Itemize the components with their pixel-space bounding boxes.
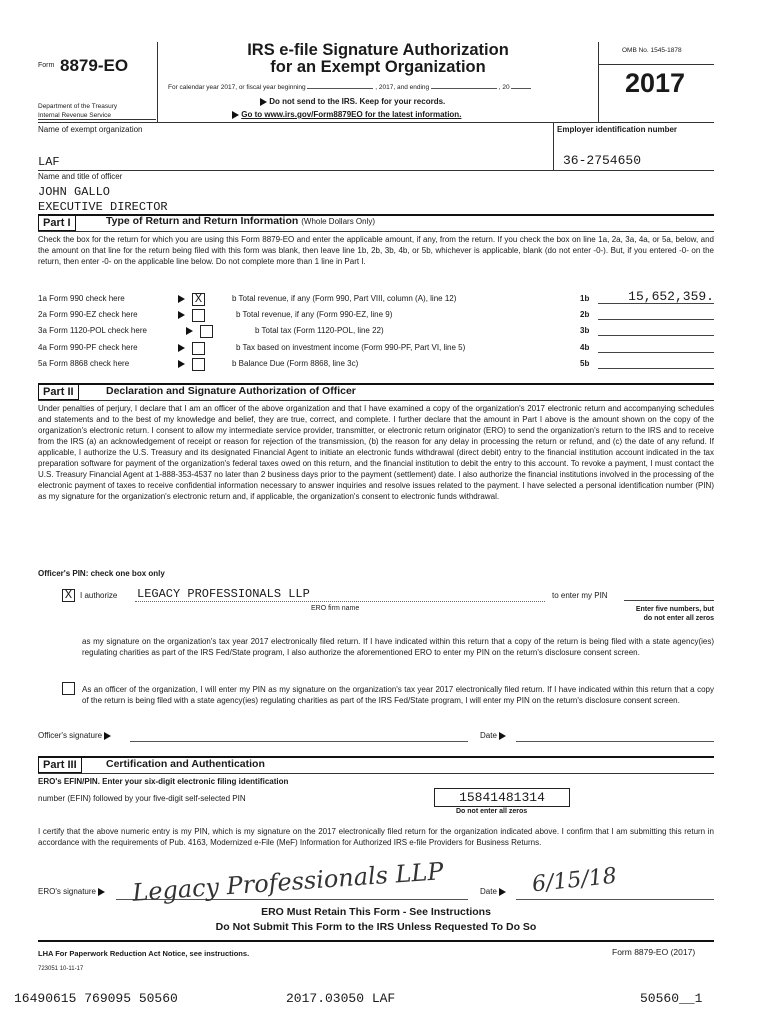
- part3-title: Certification and Authentication: [106, 758, 265, 770]
- arrow-right-icon: [178, 311, 185, 319]
- arrow-right-icon: [98, 888, 105, 896]
- efin-pin-field[interactable]: 15841481314: [434, 788, 570, 807]
- return-type-label: 5a Form 8868 check here: [38, 359, 130, 368]
- pin-note: Enter five numbers, but do not enter all zeros: [635, 606, 714, 622]
- amount-field[interactable]: 15,652,359.: [598, 290, 714, 304]
- return-type-label: 3a Form 1120-POL check here: [38, 326, 147, 335]
- officer-enter-pin-checkbox[interactable]: [62, 682, 75, 695]
- return-type-label: 4a Form 990-PF check here: [38, 343, 138, 352]
- part3-tag: Part III: [38, 757, 82, 773]
- part1-instructions: Check the box for the return for which you are using this Form 8879-EO and enter the applicable amount, if any, from the return. If you check the box on line 1a, 2a, 3a, 4a, or 5a, below, and the amount on that line for the return being filed with this form was blank, then leave line 1b, 2b, 3b, 4b, or 5b, whichever is applicable, blank (do not enter -0-). But, if you entered -0- on the return, then enter -0- on the applicable line below. Do not complete more than 1 line in Part I.: [38, 235, 714, 266]
- ero-signature-label: ERO's signature: [38, 887, 105, 896]
- officer-signature-field[interactable]: [130, 731, 468, 742]
- authorize-label: I authorize: [80, 591, 118, 600]
- goto-line: [232, 110, 461, 119]
- ero-firm-name: LEGACY PROFESSIONALS LLP: [137, 587, 310, 601]
- part1-tag: Part I: [38, 215, 76, 231]
- arrow-right-icon: [232, 111, 239, 119]
- amount-field[interactable]: [598, 355, 714, 369]
- part2-title: Declaration and Signature Authorization of Officer: [106, 385, 356, 397]
- line-number: 5b: [580, 359, 590, 368]
- arrow-right-icon: [499, 732, 506, 740]
- amount-field[interactable]: [598, 322, 714, 336]
- form-code: 723051 10-11-17: [38, 966, 84, 972]
- org-name-label: Name of exempt organization: [38, 125, 143, 134]
- ero-signature: Legacy Professionals LLP: [131, 857, 445, 907]
- officer-date-label: Date: [480, 731, 506, 740]
- officer-date-field[interactable]: [516, 731, 714, 742]
- tax-year-line: For calendar year 2017, or fiscal year beginning , 2017, and ending , 20: [168, 84, 531, 91]
- officer-title: EXECUTIVE DIRECTOR: [38, 200, 168, 214]
- arrow-right-icon: [178, 360, 185, 368]
- org-name: LAF: [38, 155, 60, 169]
- arrow-right-icon: [104, 732, 111, 740]
- return-amount-label: b Total tax (Form 1120-POL, line 22): [255, 326, 384, 335]
- arrow-right-icon: [499, 888, 506, 896]
- arrow-right-icon: [178, 295, 185, 303]
- part1-title: Type of Return and Return Information (Whole Dollars Only): [106, 215, 376, 227]
- department-line2: Internal Revenue Service: [38, 112, 111, 119]
- officer-signature-label: Officer's signature: [38, 731, 111, 740]
- officer-name: JOHN GALLO: [38, 185, 111, 199]
- department-line1: Department of the Treasury: [38, 103, 118, 110]
- efin-label-line1: ERO's EFIN/PIN. Enter your six-digit electronic filing identification: [38, 777, 289, 786]
- return-amount-label: b Tax based on investment income (Form 990-PF, Part VI, line 5): [236, 343, 466, 352]
- return-amount-label: b Total revenue, if any (Form 990-EZ, line 9): [236, 310, 393, 319]
- efin-note: Do not enter all zeros: [456, 808, 528, 815]
- bottom-id-middle: 2017.03050 LAF: [286, 991, 396, 1006]
- form-word: Form: [38, 62, 55, 69]
- ero-firm-label: ERO firm name: [311, 605, 360, 612]
- do-not-send: Do not send to the IRS. Keep for your records.: [260, 97, 445, 106]
- do-not-submit-notice: Do Not Submit This Form to the IRS Unless Requested To Do So: [215, 921, 537, 933]
- form-title: IRS e-file Signature Authorization for an Exempt Organization: [247, 41, 509, 76]
- arrow-right-icon: [178, 344, 185, 352]
- officer-pin-field[interactable]: [624, 590, 714, 601]
- ein-value: 36-2754650: [563, 153, 642, 168]
- tax-year: 2017: [625, 68, 686, 98]
- line-number: 4b: [580, 343, 590, 352]
- authorize-ero-checkbox[interactable]: X: [62, 589, 75, 602]
- officer-enter-pin-text: As an officer of the organization, I will enter my PIN as my signature on the organization's tax year 2017 electronically filed return. If I have indicated within this return that a copy of the return is being filed with a state agency(ies) regulating charities as part of the IRS Fed/State program, I will enter my PIN on the return's disclosure consent screen.: [82, 685, 714, 705]
- omb-number: OMB No. 1545-1878: [622, 47, 682, 54]
- form-number: 8879-EO: [60, 56, 129, 75]
- retain-notice: ERO Must Retain This Form - See Instructions: [261, 906, 491, 918]
- return-type-checkbox[interactable]: X: [192, 293, 205, 306]
- amount-field[interactable]: [598, 339, 714, 353]
- return-type-checkbox[interactable]: [192, 309, 205, 322]
- bottom-id-left: 16490615 769095 50560: [14, 991, 178, 1006]
- ero-date: 6/15/18: [530, 863, 618, 898]
- form-reference: Form 8879-EO (2017): [612, 947, 696, 957]
- part2-tag: Part II: [38, 384, 79, 400]
- line-number: 3b: [580, 326, 590, 335]
- bottom-id-right: 50560__1: [640, 991, 703, 1006]
- efin-label-line2: number (EFIN) followed by your five-digit self-selected PIN: [38, 794, 246, 803]
- pin-heading: Officer's PIN: check one box only: [38, 569, 165, 578]
- return-amount-label: b Balance Due (Form 8868, line 3c): [232, 359, 359, 368]
- line-number: 2b: [580, 310, 590, 319]
- arrow-right-icon: [186, 327, 193, 335]
- declaration-text: Under penalties of perjury, I declare that I am an officer of the above organization and that I have examined a copy of the organization's 2017 electronic return and accompanying schedules and statements and to the best of my knowledge and belief, they are true, correct, and complete. I further declare that the amount in Part I above is the amount shown on the copy of the organization's electronic return. I consent to allow my intermediate service provider, transmitter, or electronic return originator (ERO) to send the organization's return to the IRS and to receive from the IRS (a) an acknowledgement of receipt or reason for rejection of the transmission, (b) the reason for any delay in processing the return or refund, and (c) the date of any refund. If applicable, I authorize the U.S. Treasury and its designated Financial Agent to initiate an electronic funds withdrawal (direct debit) entry to the financial institution account indicated in the tax preparation software for payment of the organization's federal taxes owed on this return, and the financial institution to debit the entry to this account. To revoke a payment, I must contact the U.S. Treasury Financial Agent at 1-888-353-4537 no later than 2 business days prior to the payment (settlement) date. I also authorize the financial institutions involved in the processing of the electronic payment of taxes to receive confidential information necessary to answer inquiries and resolve issues related to the payment. I have selected a personal identification number (PIN) as my signature for the organization's electronic return and, if applicable, the organization's consent to electronic funds withdrawal.: [38, 404, 714, 501]
- return-type-checkbox[interactable]: [192, 358, 205, 371]
- return-type-label: 2a Form 990-EZ check here: [38, 310, 138, 319]
- return-amount-label: b Total revenue, if any (Form 990, Part VIII, column (A), line 12): [232, 294, 457, 303]
- return-type-label: 1a Form 990 check here: [38, 294, 125, 303]
- officer-label: Name and title of officer: [38, 172, 123, 181]
- line-number: 1b: [580, 294, 590, 303]
- return-type-checkbox[interactable]: [192, 342, 205, 355]
- authorize-ero-text: as my signature on the organization's tax year 2017 electronically filed return. If I have indicated within this return that a copy of the return is being filed with a state agency(ies) regulating charities as part of the IRS Fed/State program, I also authorize the aforementioned ERO to enter my PIN on the return's disclosure consent screen.: [82, 637, 714, 657]
- return-type-checkbox[interactable]: [200, 325, 213, 338]
- ero-certify-text: I certify that the above numeric entry is my PIN, which is my signature on the 2017 electronically filed return for the organization indicated above. I confirm that I am submitting this return in accordance with the requirements of Pub. 4163, Modernized e-File (MeF) Information for Authorized IRS e-file Providers for Business Returns.: [38, 827, 714, 847]
- amount-field[interactable]: [598, 306, 714, 320]
- to-enter-pin: to enter my PIN: [552, 591, 608, 600]
- arrow-right-icon: [260, 98, 267, 106]
- irs-link[interactable]: Go to www.irs.gov/Form8879EO for the latest information.: [241, 110, 462, 119]
- ein-label: Employer identification number: [557, 125, 678, 134]
- ero-date-label: Date: [480, 887, 506, 896]
- lha-notice: LHA For Paperwork Reduction Act Notice, see instructions.: [38, 949, 250, 958]
